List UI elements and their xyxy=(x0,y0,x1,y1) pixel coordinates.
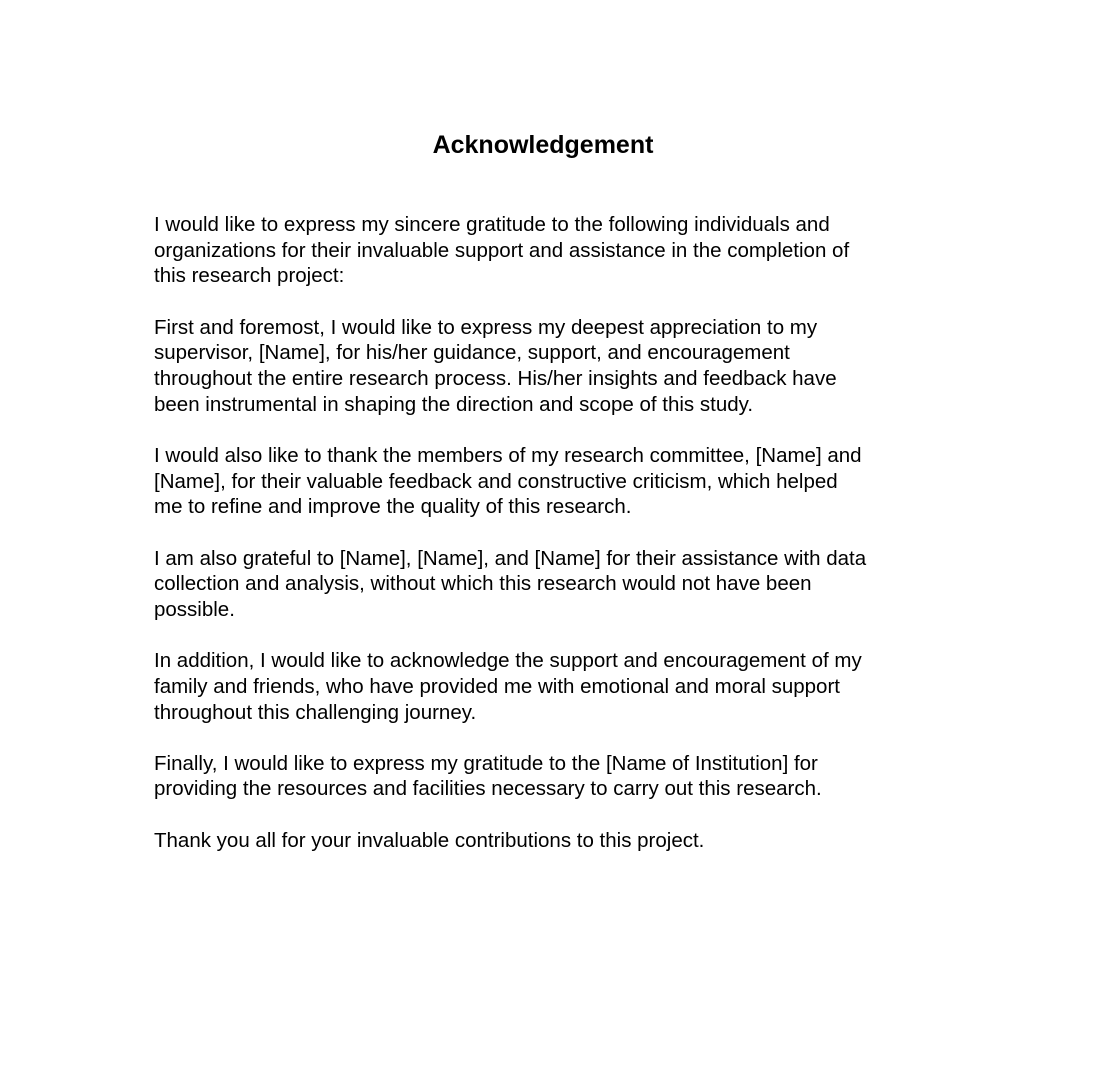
text-line: organizations for their invaluable support and assistance in the completion of xyxy=(154,238,850,262)
paragraph-closing xyxy=(154,828,944,854)
paragraph-intro xyxy=(154,212,944,289)
text-line: been instrumental in shaping the direction and scope of this study. xyxy=(154,392,754,416)
text-line: collection and analysis, without which this research would not have been xyxy=(154,572,812,596)
paragraph-supervisor xyxy=(154,315,944,418)
text-line: this research project: xyxy=(154,264,345,288)
text-line: providing the resources and facilities necessary to carry out this research. xyxy=(154,777,822,801)
text-line: Finally, I would like to express my gratitude to the [Name of Institution] for xyxy=(154,751,818,775)
text-line: possible. xyxy=(154,597,235,621)
paragraph-institution xyxy=(154,751,944,802)
text-line: [Name], for their valuable feedback and constructive criticism, which helped xyxy=(154,469,838,493)
paragraph-committee xyxy=(154,443,944,520)
text-line: family and friends, who have provided me with emotional and moral support xyxy=(154,674,840,698)
paragraph-family xyxy=(154,648,944,725)
text-line: I would like to express my sincere gratitude to the following individuals and xyxy=(154,213,830,236)
text-line: throughout this challenging journey. xyxy=(154,700,477,724)
text-line: In addition, I would like to acknowledge the support and encouragement of my xyxy=(154,649,862,673)
document-body xyxy=(154,212,944,879)
text-line: supervisor, [Name], for his/her guidance, support, and encouragement xyxy=(154,341,790,365)
text-line: me to refine and improve the quality of this research. xyxy=(154,495,632,519)
text-line: First and foremost, I would like to express my deepest appreciation to my xyxy=(154,315,818,339)
text-line: Thank you all for your invaluable contributions to this project. xyxy=(154,828,705,852)
text-line: throughout the entire research process. His/her insights and feedback have xyxy=(154,367,837,391)
document-title: Acknowledgement xyxy=(432,131,654,159)
text-line: I am also grateful to [Name], [Name], and [Name] for their assistance with data xyxy=(154,546,867,570)
text-line: I would also like to thank the members of my research committee, [Name] and xyxy=(154,443,862,467)
paragraph-assistants xyxy=(154,546,944,623)
